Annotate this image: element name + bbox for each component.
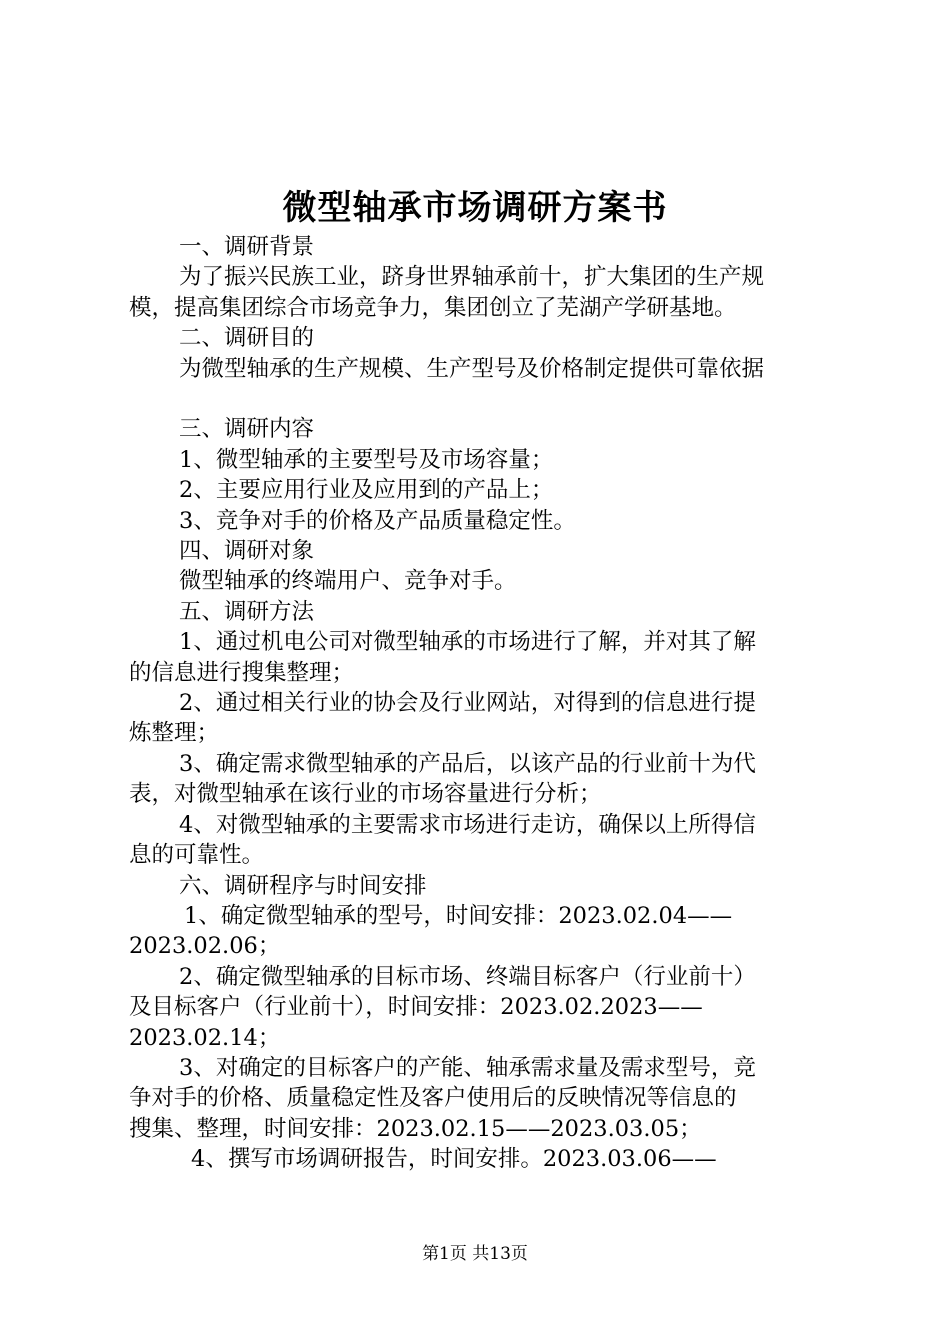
schedule-item-continuation: 2023.02.14； [129, 1024, 281, 1051]
list-item-continuation: 的信息进行搜集整理； [129, 659, 355, 686]
blank-line [129, 384, 831, 414]
list-item: 2、通过相关行业的协会及行业网站，对得到的信息进行提 [179, 690, 756, 717]
paragraph-line: 为了振兴民族工业，跻身世界轴承前十，扩大集团的生产规 [179, 264, 765, 291]
list-item: 2、主要应用行业及应用到的产品上； [179, 477, 554, 504]
paragraph-line: 微型轴承的终端用户、竞争对手。 [179, 568, 517, 595]
schedule-item-continuation: 争对手的价格、质量稳定性及客户使用后的反映情况等信息的 [129, 1085, 737, 1112]
section-heading-purpose: 二、调研目的 [179, 325, 315, 352]
schedule-item: 2、确定微型轴承的目标市场、终端目标客户（行业前十） [179, 963, 756, 990]
section-heading-object: 四、调研对象 [179, 538, 315, 565]
list-item: 1、微型轴承的主要型号及市场容量； [179, 446, 554, 473]
schedule-item-continuation: 2023.02.06； [129, 933, 281, 960]
section-heading-background: 一、调研背景 [179, 234, 315, 260]
document-body [129, 232, 831, 1175]
page-footer: 第1页 共13页 [422, 1244, 528, 1264]
list-item-continuation: 炼整理； [129, 720, 220, 747]
list-item: 4、对微型轴承的主要需求市场进行走访，确保以上所得信 [179, 811, 756, 838]
list-item: 1、通过机电公司对微型轴承的市场进行了解，并对其了解 [179, 629, 756, 656]
list-item-continuation: 息的可靠性。 [129, 842, 265, 869]
schedule-item: 4、撰写市场调研报告，时间安排。2023.03.06—— [191, 1146, 717, 1173]
list-item: 3、竞争对手的价格及产品质量稳定性。 [179, 507, 576, 534]
document-title: 微型轴承市场调研方案书 [282, 188, 668, 228]
section-heading-schedule: 六、调研程序与时间安排 [179, 872, 427, 899]
schedule-item-continuation: 及目标客户（行业前十），时间安排：2023.02.2023—— [129, 994, 703, 1021]
list-item-continuation: 表，对微型轴承在该行业的市场容量进行分析； [129, 781, 602, 808]
schedule-item-continuation: 搜集、整理，时间安排：2023.02.15——2023.03.05； [129, 1115, 702, 1142]
section-heading-method: 五、调研方法 [179, 598, 315, 625]
section-heading-content: 三、调研内容 [179, 416, 315, 443]
schedule-item: 1、确定微型轴承的型号，时间安排：2023.02.04—— [184, 902, 733, 929]
paragraph-line: 为微型轴承的生产规模、生产型号及价格制定提供可靠依据 [179, 355, 765, 382]
paragraph-line: 模，提高集团综合市场竞争力，集团创立了芜湖产学研基地。 [129, 294, 737, 321]
list-item: 3、确定需求微型轴承的产品后，以该产品的行业前十为代 [179, 750, 756, 777]
schedule-item: 3、对确定的目标客户的产能、轴承需求量及需求型号，竞 [179, 1054, 756, 1081]
